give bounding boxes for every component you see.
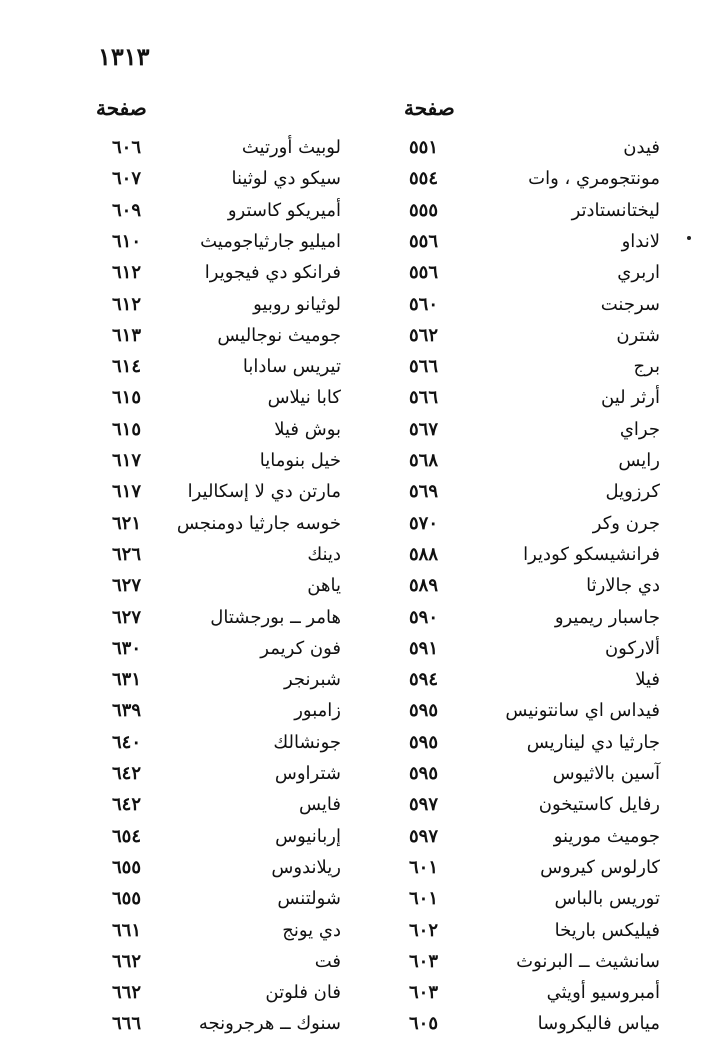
index-name-right: جرن وكر [592,512,660,534]
index-row [0,320,716,352]
index-name-left: تيريس سادابا [242,356,341,378]
index-name-left: جونشالك [273,731,341,753]
index-name-left: سنوك ــ هرجرونجه [198,1013,341,1035]
index-row [0,382,716,414]
index-page-right: ٦٠٣ [408,950,438,972]
index-page-left: ٦١٧ [111,450,141,471]
index-page-left: ٦٣٠ [111,637,141,659]
index-page-right: ٥٦٩ [408,481,438,503]
index-row [0,132,716,164]
index-row [0,445,716,477]
index-name-left: فت [314,950,341,972]
index-name-left: شبرنجر [283,669,341,691]
index-row [0,695,716,727]
index-name-right: سانشيث ــ البرنوث [516,950,660,972]
index-name-right: مونتجومري ، وات [528,168,660,190]
index-page-right: ٥٩٧ [408,825,438,847]
index-page-right: ٥٦٠ [408,293,438,315]
index-page-left: ٦١٤ [111,356,141,378]
index-page-left: ٦٦٢ [111,982,141,1004]
index-page-right: ٦٠١ [408,856,438,878]
index-page-right: ٥٩١ [408,637,438,659]
index-name-left: لوثيانو روبيو [253,293,341,315]
index-page-left: ٦٢٦ [111,543,141,565]
index-page-left: ٦٢٧ [111,606,141,628]
index-page-left: ٦٥٥ [111,888,141,910]
index-name-left: مارتن دي لا إسكاليرا [187,481,341,503]
index-page-left: ٦٤٢ [111,763,141,784]
index-row [0,915,716,947]
index-row [0,664,716,696]
index-page-right: ٥٥١ [408,137,438,158]
index-page-left: ٦٥٥ [111,856,141,878]
index-row [0,602,716,634]
index-page-right: ٥٥٦ [408,262,438,284]
index-row [0,508,716,540]
index-name-right: ليختانستادتر [571,199,660,221]
index-name-left: خوسه جارثيا دومنجس [176,512,341,534]
index-name-right: جاسبار ريميرو [554,606,660,628]
index-row [0,789,716,821]
index-page-right: ٥٩٥ [408,700,438,722]
index-row [0,351,716,383]
index-name-left: ريلاندوس [271,856,341,878]
index-page-left: ٦٤٢ [111,794,141,816]
index-page-right: ٥٨٨ [408,543,438,565]
index-name-right: أرثر لين [601,387,660,409]
index-name-left: ياهن [307,575,341,597]
index-page-left: ٦٢١ [111,512,141,534]
index-name-left: هامر ــ بورجشتال [210,606,341,628]
index-row [0,570,716,602]
page-number: ١٣١٣ [98,42,150,71]
index-row [0,163,716,195]
index-page-right: ٥٩٤ [408,669,438,691]
index-row [0,476,716,508]
index-name-right: جارثيا دي ليناريس [526,731,660,753]
index-page-right: ٥٦٨ [408,450,438,471]
index-name-left: اميليو جارثياجوميث [200,230,341,252]
index-row [0,758,716,790]
page-column-header-left: صفحة [96,96,147,120]
index-name-right: كارلوس كيروس [540,856,660,878]
index-page-left: ٦٣١ [111,669,141,691]
index-page-left: ٦٢٧ [111,575,141,597]
index-name-left: فرانكو دي فيجويرا [204,262,341,284]
index-name-left: لوبيث أورتيث [241,137,341,158]
index-row [0,883,716,915]
index-name-right: ألاركون [604,637,660,659]
index-page-right: ٥٥٥ [408,199,438,221]
index-page-right: ٥٦٢ [408,324,438,346]
index-page-right: ٦٠٢ [408,919,438,941]
index-row [0,257,716,289]
index-name-right: جراي [619,418,660,440]
index-name-right: شترن [616,324,660,346]
index-page-left: ٦٦١ [111,919,141,941]
index-row [0,226,716,258]
index-page-right: ٥٩٠ [408,606,438,628]
index-row [0,289,716,321]
index-page-left: ٦٠٩ [111,199,141,221]
index-name-right: رفايل كاستيخون [538,794,660,816]
index-name-right: دي جالارثا [586,575,660,597]
index-name-left: فان فلوتن [265,982,341,1004]
index-page-right: ٦٠٣ [408,982,438,1004]
index-page-left: ٦١٧ [111,481,141,503]
index-name-right: لانداو [621,230,660,252]
index-name-left: إربانيوس [275,825,341,847]
index-page-right: ٥٧٠ [408,512,438,534]
index-name-left: فايس [298,794,341,816]
index-page-right: ٥٨٩ [408,575,438,597]
index-name-left: زامبور [294,700,341,722]
index-page-left: ٦٠٧ [111,168,141,190]
index-page-right: ٥٥٦ [408,230,438,252]
index-page-right: ٦٠١ [408,888,438,910]
index-page-left: ٦٦٢ [111,950,141,972]
index-name-right: رايس [618,450,660,471]
index-name-right: برج [633,356,660,378]
index-page-left: ٦٤٠ [111,731,141,753]
index-page-left: ٦٥٤ [111,825,141,847]
index-row [0,539,716,571]
index-name-left: بوش فيلا [274,418,341,440]
index-page-right: ٥٩٧ [408,794,438,816]
index-row [0,946,716,978]
index-page-right: ٥٩٥ [408,731,438,753]
index-name-left: شتراوس [274,763,341,784]
index-page-right: ٥٥٤ [408,168,438,190]
index-name-right: فيداس اي سانتونيس [505,700,660,722]
index-name-right: فيلا [635,669,660,691]
index-name-left: جوميث نوجاليس [217,324,341,346]
index-row [0,727,716,759]
index-row [0,821,716,853]
index-name-left: كابا نيلاس [267,387,341,409]
index-name-left: فون كريمر [260,637,341,659]
index-name-left: خيل بنومايا [259,450,341,471]
index-page-left: ٦٣٩ [111,700,141,722]
index-page-right: ٥٩٥ [408,763,438,784]
index-page-left: ٦١٢ [111,293,141,315]
index-row [0,414,716,446]
index-row [0,195,716,227]
index-page-left: ٦١٥ [111,418,141,440]
index-page-left: ٦١٠ [111,230,141,252]
index-page-left: ٦١٣ [111,324,141,346]
index-page-left: ٦٦٦ [111,1013,141,1035]
index-page-right: ٥٦٦ [408,387,438,409]
index-name-right: آسين بالاثيوس [552,763,660,784]
index-name-right: سرجنت [600,293,660,315]
index-row [0,852,716,884]
index-name-right: كرزويل [605,481,660,503]
index-page-left: ٦٠٦ [111,137,141,158]
index-name-right: فيليكس باريخا [554,919,660,941]
page-column-header-right: صفحة [404,96,455,120]
index-name-right: مياس فاليكروسا [537,1013,660,1035]
index-name-right: اربري [617,262,660,284]
index-name-right: جوميث مورينو [553,825,660,847]
index-name-right: فيدن [623,137,660,158]
index-row [0,633,716,665]
index-row [0,1008,716,1040]
index-name-left: دينك [307,543,341,565]
index-name-right: توريس بالباس [554,888,660,910]
index-name-left: شولتنس [277,888,341,910]
index-page-right: ٥٦٧ [408,418,438,440]
index-page-right: ٦٠٥ [408,1013,438,1035]
index-page-left: ٦١٥ [111,387,141,409]
index-name-left: أميريكو كاسترو [227,199,341,221]
index-name-right: فرانشيسكو كوديرا [523,543,660,565]
index-page-left: ٦١٢ [111,262,141,284]
index-name-left: سيكو دي لوثينا [231,168,341,190]
index-name-right: أمبروسيو أويثي [546,982,660,1004]
index-row [0,977,716,1009]
index-name-left: دي يونج [282,919,341,941]
index-page-right: ٥٦٦ [408,356,438,378]
